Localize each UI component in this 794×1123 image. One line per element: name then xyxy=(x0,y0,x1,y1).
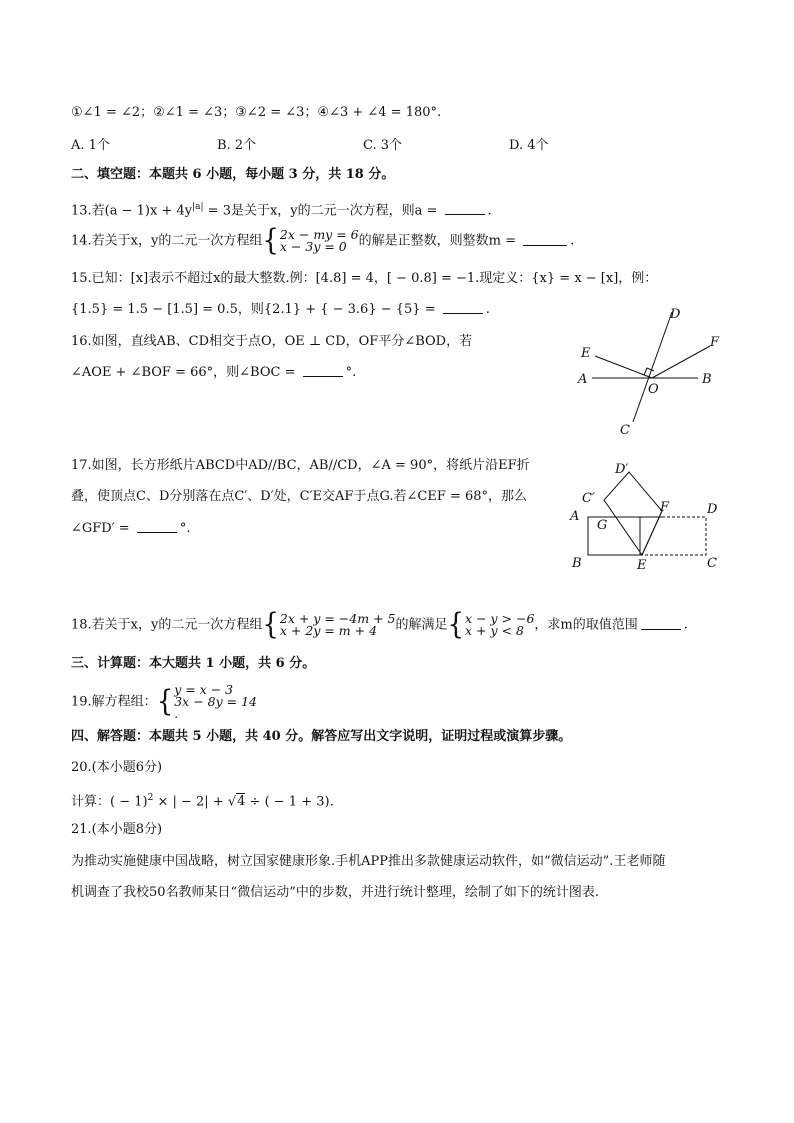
q21-line2: 机调查了我校50名教师某日“微信运动”中的步数，并进行统计整理，绘制了如下的统计图表. xyxy=(71,885,599,900)
q20-calc-exponent: 2 xyxy=(147,793,154,803)
q14-prefix: 14.若关于x，y的二元一次方程组 xyxy=(71,233,263,249)
q21-header: 21.(本小题8分) xyxy=(71,822,163,837)
label-d: D xyxy=(670,307,681,322)
q17-answer-blank xyxy=(137,520,177,533)
q14 xyxy=(71,224,575,258)
q17-line1: 17.如图，长方形纸片ABCD中AD//BC，AB//CD，∠A = 90°，将纸片沿EF折 xyxy=(71,458,530,473)
q17-line3 xyxy=(71,520,190,538)
q16-figure xyxy=(570,300,730,440)
q14-answer-blank xyxy=(523,233,567,246)
label-c: C xyxy=(707,556,717,571)
q19-prefix: 19.解方程组： xyxy=(71,694,157,710)
q18-suffix: ，求m的取值范围 xyxy=(534,617,638,633)
q18-inequalities xyxy=(465,613,534,637)
q12-option-d: D. 4个 xyxy=(509,138,549,153)
label-e: E xyxy=(581,346,591,361)
q20-calc-sqrt: 4 xyxy=(237,794,246,810)
q14-suffix: 的解是正整数，则整数m = xyxy=(358,233,521,249)
q17-end: °. xyxy=(179,521,191,536)
q15-answer-blank xyxy=(443,301,483,314)
section4-heading: 四、解答题：本题共 5 小题，共 40 分。解答应写出文字说明，证明过程或演算步骤。 xyxy=(71,729,572,744)
ray-oe xyxy=(595,356,652,378)
q14-eq2: x − 3y = 0 xyxy=(279,239,347,254)
label-e: E xyxy=(637,558,647,573)
q19-eq2: 3x − 8y = 14 . xyxy=(174,694,257,721)
label-b: B xyxy=(572,556,582,571)
label-c-prime: C′ xyxy=(582,491,595,506)
q12-option-c: C. 3个 xyxy=(363,138,403,153)
q18-ineq2: x + y < 8 xyxy=(465,623,524,638)
q14-system xyxy=(280,229,359,253)
q18-answer-blank xyxy=(641,617,681,630)
q17-line3-text: ∠GFD′ = xyxy=(71,521,134,536)
label-o: O xyxy=(648,382,659,397)
label-d-prime: D′ xyxy=(615,462,629,477)
q18-eq2: x + 2y = m + 4 xyxy=(279,623,378,638)
q20-calc xyxy=(71,789,334,811)
label-c: C xyxy=(620,423,630,438)
q19-brace: { xyxy=(156,685,174,719)
q13-suffix: = 3是关于x，y的二元一次方程，则a = xyxy=(203,203,442,219)
q14-end: . xyxy=(570,233,575,249)
q14-eq1: 2x − my = 6 xyxy=(279,227,359,242)
label-a: A xyxy=(570,509,580,524)
q18-eq1: 2x + y = −4m + 5 xyxy=(279,611,396,626)
q18-prefix: 18.若关于x，y的二元一次方程组 xyxy=(71,617,263,633)
section2-heading: 二、填空题：本题共 6 小题，每小题 3 分，共 18 分。 xyxy=(71,167,395,182)
q13-end: . xyxy=(487,203,492,219)
q16-answer-blank xyxy=(303,364,343,377)
line-cd xyxy=(633,312,672,422)
q13-exponent: |a| xyxy=(192,202,204,212)
q19 xyxy=(71,684,257,720)
q17-figure xyxy=(560,455,740,580)
q12-conditions: ①∠1 = ∠2；②∠1 = ∠3；③∠2 = ∠3；④∠3 + ∠4 = 180°. xyxy=(71,105,442,120)
q18-brace-2: { xyxy=(447,608,465,642)
q18-system xyxy=(280,613,396,637)
q20-calc-mid: × | − 2| + xyxy=(153,794,228,810)
q18-ineq1: x − y > −6 xyxy=(465,611,535,626)
q20-header: 20.(本小题6分) xyxy=(71,760,163,775)
label-f: F xyxy=(660,500,670,515)
label-g: G xyxy=(597,518,608,533)
q15-line2 xyxy=(71,301,490,319)
q15-line2-text: {1.5} = 1.5 − [1.5] = 0.5，则{2.1} + { − 3.6} − {5} = xyxy=(71,302,440,317)
q20-calc-end: ÷ ( − 1 + 3). xyxy=(245,794,334,810)
folded-rectangle-part xyxy=(588,517,640,555)
q17-line2: 叠，使顶点C、D分别落在点C′、D′处，C′E交AF于点G.若∠CEF = 68°，那么 xyxy=(71,489,528,504)
right-angle-mark xyxy=(644,368,654,375)
q13-answer-blank xyxy=(445,202,485,215)
original-part-dashed xyxy=(642,517,706,555)
label-a: A xyxy=(578,372,588,387)
label-b: B xyxy=(702,372,712,387)
q15-line1: 15.已知：[x]表示不超过x的最大整数.例：[4.8] = 4，[ − 0.8] = −1.现定义：{x} = x − [x]，例： xyxy=(71,271,658,286)
q16-end: °. xyxy=(345,365,357,380)
label-d: D xyxy=(707,502,718,517)
q20-calc-prefix: 计算：( − 1) xyxy=(71,794,148,810)
q18 xyxy=(71,608,688,642)
q19-system xyxy=(174,684,257,720)
q15-end: . xyxy=(485,302,490,317)
folded-flap xyxy=(604,472,662,555)
q18-end: . xyxy=(683,617,688,633)
q12-option-a: A. 1个 xyxy=(71,138,110,153)
q18-mid: 的解满足 xyxy=(395,617,448,633)
label-f: F xyxy=(710,335,720,350)
section3-heading: 三、计算题：本大题共 1 小题，共 6 分。 xyxy=(71,656,316,671)
q16-line2 xyxy=(71,364,356,382)
q14-brace: { xyxy=(262,224,279,258)
q18-brace-1: { xyxy=(262,608,279,642)
q19-eq1: y = x − 3 xyxy=(174,682,234,697)
sqrt-sign: √ xyxy=(227,794,237,810)
q16-line2-text: ∠AOE + ∠BOF = 66°，则∠BOC = xyxy=(71,365,300,380)
q13-prefix: 13.若(a − 1)x + 4y xyxy=(71,203,193,219)
q21-line1: 为推动实施健康中国战略，树立国家健康形象.手机APP推出多款健康运动软件，如“微信运动”.王老师随 xyxy=(71,854,666,869)
q12-option-b: B. 2个 xyxy=(217,138,257,153)
q13 xyxy=(71,198,492,220)
q16-line1: 16.如图，直线AB、CD相交于点O，OE ⊥ CD，OF平分∠BOD，若 xyxy=(71,334,473,349)
